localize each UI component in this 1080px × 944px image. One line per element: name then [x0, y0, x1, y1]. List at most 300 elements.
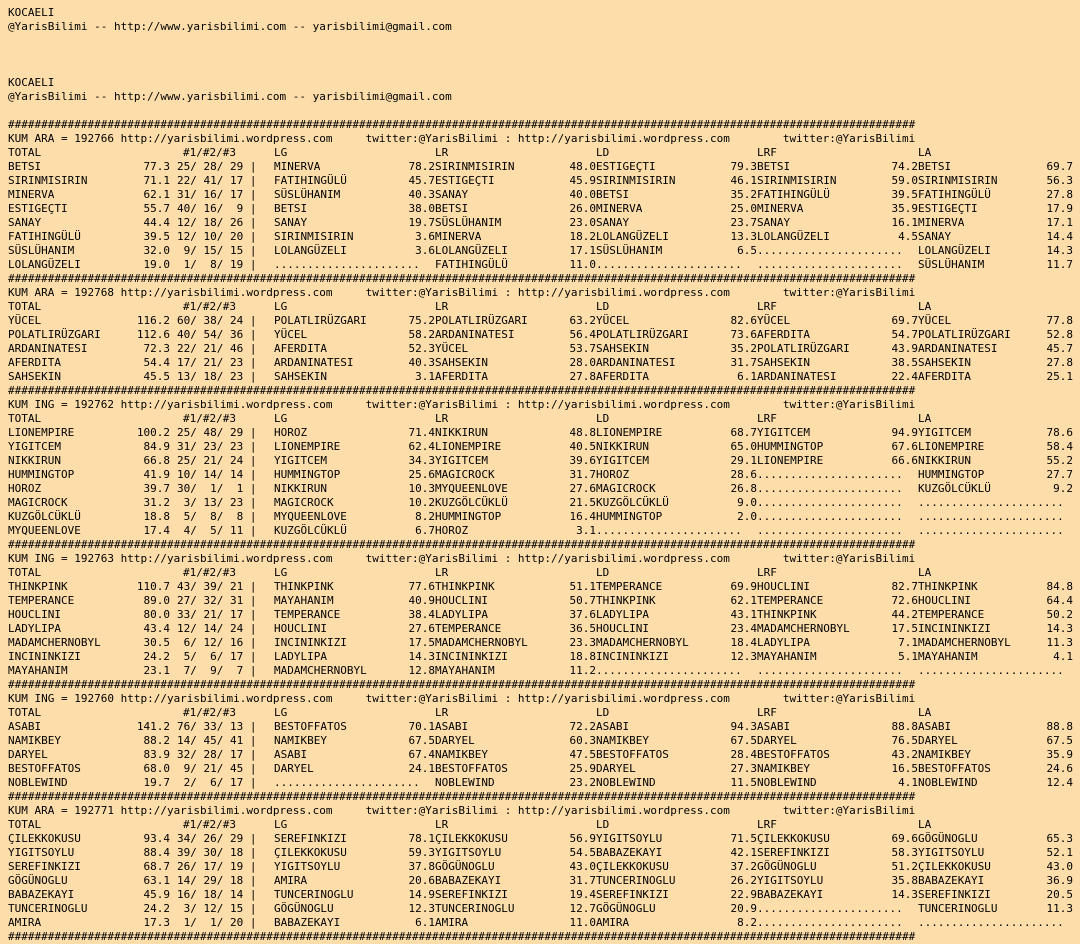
lrf-horse: GÖGÜNOGLU — [757, 860, 817, 873]
place-counts: 14/ 45/ 41 | — [177, 734, 257, 747]
lg-score: 25.6 — [408, 468, 435, 481]
ld-horse: SANAY — [596, 216, 630, 229]
ld-score: 35.2 — [730, 342, 757, 355]
place-counts: 5/ 8/ 8 | — [177, 510, 257, 523]
lg-score: 71.4 — [408, 426, 435, 439]
lg-score: 45.7 — [408, 174, 435, 187]
lrf-empty: ...................... — [757, 496, 903, 509]
lr-horse: AFERDITA — [435, 370, 488, 383]
header-ld: LD — [596, 818, 610, 831]
horse-name: SANAY — [8, 216, 42, 229]
lrf-horse: DARYEL — [757, 734, 797, 747]
lrf-score: 39.5 — [891, 188, 918, 201]
total-score: 45.5 — [143, 370, 170, 383]
total-score: 62.1 — [143, 188, 170, 201]
horse-name: TUNCERINOGLU — [8, 902, 88, 915]
ld-empty: ...................... — [596, 258, 742, 271]
la-horse: THINKPINK — [918, 580, 978, 593]
lr-score: 40.5 — [569, 440, 596, 453]
lrf-horse: THINKPINK — [757, 608, 817, 621]
header-lr: LR — [435, 146, 449, 159]
total-score: 100.2 — [136, 426, 170, 439]
lr-score: 23.0 — [569, 216, 596, 229]
lg-horse: YIGITSOYLU — [274, 860, 341, 873]
ld-horse: TEMPERANCE — [596, 580, 663, 593]
table-row — [8, 454, 1080, 468]
total-score: 41.9 — [143, 468, 170, 481]
table-row — [8, 902, 1080, 916]
horse-name: HUMMINGTOP — [8, 468, 75, 481]
lr-horse: MYQUEENLOVE — [435, 482, 508, 495]
header-places: #1/#2/#3 — [183, 818, 236, 831]
ld-score: 11.5 — [730, 776, 757, 789]
lrf-horse: LOLANGÜZELI — [757, 230, 830, 243]
column-header-row — [8, 818, 1080, 832]
header-la: LA — [918, 706, 932, 719]
lg-horse: BETSI — [274, 202, 308, 215]
total-score: 45.9 — [143, 888, 170, 901]
lrf-empty: ...................... — [757, 902, 903, 915]
la-horse: YIGITCEM — [918, 426, 971, 439]
lg-horse: NAMIKBEY — [274, 734, 327, 747]
la-score: 52.8 — [1046, 328, 1073, 341]
lg-score: 17.5 — [408, 636, 435, 649]
lrf-horse: YIGITCEM — [757, 426, 810, 439]
lrf-empty: ...................... — [757, 244, 903, 257]
ld-horse: YIGITCEM — [596, 454, 649, 467]
race-block — [8, 538, 1080, 678]
lrf-horse: MINERVA — [757, 202, 804, 215]
table-row — [8, 622, 1080, 636]
race-block — [8, 384, 1080, 538]
place-counts: 22/ 41/ 17 | — [177, 174, 257, 187]
horse-name: BABAZEKAYI — [8, 888, 75, 901]
place-counts: 30/ 1/ 1 | — [177, 482, 257, 495]
lrf-score: 22.4 — [891, 370, 918, 383]
horse-name: NIKKIRUN — [8, 454, 61, 467]
la-score: 17.9 — [1046, 202, 1073, 215]
header-la: LA — [918, 818, 932, 831]
lrf-horse: LADYLIPA — [757, 636, 810, 649]
lr-score: 21.5 — [569, 496, 596, 509]
lr-score: 11.2 — [569, 664, 596, 677]
la-horse: AFERDITA — [918, 370, 971, 383]
lr-score: 63.2 — [569, 314, 596, 327]
lr-score: 23.3 — [569, 636, 596, 649]
race-list — [8, 118, 1080, 930]
total-score: 55.7 — [143, 202, 170, 215]
place-counts: 10/ 14/ 14 | — [177, 468, 257, 481]
ld-horse: YIGITSOYLU — [596, 832, 663, 845]
lr-horse: YIGITCEM — [435, 454, 488, 467]
horse-name: YÜCEL — [8, 314, 42, 327]
horse-name: THINKPINK — [8, 580, 68, 593]
contact-line: @YarisBilimi -- http://www.yarisbilimi.com -- yarisbilimi@gmail.com — [8, 90, 452, 103]
horse-name: BESTOFFATOS — [8, 762, 81, 775]
lg-score: 62.4 — [408, 440, 435, 453]
lg-score: 27.6 — [408, 622, 435, 635]
lr-horse: NOBLEWIND — [435, 776, 495, 789]
header-lg: LG — [274, 412, 288, 425]
total-score: 93.4 — [143, 832, 170, 845]
lg-score: 67.4 — [408, 748, 435, 761]
table-row — [8, 468, 1080, 482]
la-score: 11.3 — [1046, 636, 1073, 649]
race-block — [8, 678, 1080, 790]
lg-horse: TEMPERANCE — [274, 608, 341, 621]
lr-horse: HUMMINGTOP — [435, 510, 502, 523]
lg-horse: HOUCLINI — [274, 622, 327, 635]
place-counts: 43/ 39/ 21 | — [177, 580, 257, 593]
la-horse: MAYAHANIM — [918, 650, 978, 663]
table-row — [8, 734, 1080, 748]
separator-line: ######################################################################################################################################### — [8, 930, 916, 943]
lr-score: 17.1 — [569, 244, 596, 257]
horse-name: GÖGÜNOGLU — [8, 874, 68, 887]
lrf-score: 69.7 — [891, 314, 918, 327]
table-row — [8, 650, 1080, 664]
lrf-horse: NAMIKBEY — [757, 762, 810, 775]
header-la: LA — [918, 412, 932, 425]
ld-horse: HOROZ — [596, 468, 630, 481]
table-row — [8, 860, 1080, 874]
lr-score: 16.4 — [569, 510, 596, 523]
total-score: 141.2 — [136, 720, 170, 733]
la-horse: HUMMINGTOP — [918, 468, 985, 481]
lg-horse: HUMMINGTOP — [274, 468, 341, 481]
ld-score: 8.2 — [737, 916, 757, 929]
ld-score: 62.1 — [730, 594, 757, 607]
lrf-score: 5.1 — [898, 650, 918, 663]
horse-name: SÜSLÜHANIM — [8, 244, 75, 257]
ld-horse: ASABI — [596, 720, 630, 733]
race-info: KUM ING = 192760 http://yarisbilimi.wordpress.com twitter:@YarisBilimi : http://yarisbilimi.wordpress.com twitter:@YarisBilimi — [8, 692, 916, 705]
ld-score: 71.5 — [730, 832, 757, 845]
lr-horse: FATIHINGÜLÜ — [435, 258, 508, 271]
lr-score: 56.9 — [569, 832, 596, 845]
lr-horse: ESTIGEÇTI — [435, 174, 495, 187]
race-info-line — [8, 286, 1080, 300]
lr-score: 28.0 — [569, 356, 596, 369]
lrf-score: 35.9 — [891, 202, 918, 215]
ld-horse: LOLANGÜZELI — [596, 230, 669, 243]
header-la: LA — [918, 300, 932, 313]
lr-score: 31.7 — [569, 468, 596, 481]
la-horse: SEREFINKIZI — [918, 888, 991, 901]
lrf-score: 7.1 — [898, 636, 918, 649]
ld-horse: SIRINMISIRIN — [596, 174, 676, 187]
place-counts: 5/ 6/ 17 | — [177, 650, 257, 663]
header-places: #1/#2/#3 — [183, 706, 236, 719]
header-total: TOTAL — [8, 818, 42, 831]
header-ld: LD — [596, 566, 610, 579]
la-horse: YÜCEL — [918, 314, 952, 327]
ld-horse: LADYLIPA — [596, 608, 649, 621]
lg-horse: BESTOFFATOS — [274, 720, 347, 733]
la-score: 14.3 — [1046, 244, 1073, 257]
lg-score: 24.1 — [408, 762, 435, 775]
la-horse: KUZGÖLCÜKLÜ — [918, 482, 991, 495]
lr-horse: LOLANGÜZELI — [435, 244, 508, 257]
lrf-score: 4.1 — [898, 776, 918, 789]
lg-score: 3.1 — [415, 370, 435, 383]
lr-score: 48.0 — [569, 160, 596, 173]
la-horse: MADAMCHERNOBYL — [918, 636, 1011, 649]
la-horse: FATIHINGÜLÜ — [918, 188, 991, 201]
header-la: LA — [918, 566, 932, 579]
header-lr: LR — [435, 300, 449, 313]
horse-name: HOUCLINI — [8, 608, 61, 621]
lg-horse: MAYAHANIM — [274, 594, 334, 607]
total-score: 88.2 — [143, 734, 170, 747]
lr-horse: MAGICROCK — [435, 468, 495, 481]
horse-name: FATIHINGÜLÜ — [8, 230, 81, 243]
lg-horse: FATIHINGÜLÜ — [274, 174, 347, 187]
la-horse: LOLANGÜZELI — [918, 244, 991, 257]
lg-score: 20.6 — [408, 874, 435, 887]
ld-score: 26.2 — [730, 874, 757, 887]
ld-horse: NOBLEWIND — [596, 776, 656, 789]
la-score: 24.6 — [1046, 762, 1073, 775]
ld-score: 69.9 — [730, 580, 757, 593]
total-score: 83.9 — [143, 748, 170, 761]
la-score: 56.3 — [1046, 174, 1073, 187]
lr-score: 18.8 — [569, 650, 596, 663]
place-counts: 31/ 23/ 23 | — [177, 440, 257, 453]
lr-horse: BABAZEKAYI — [435, 874, 502, 887]
header-ld: LD — [596, 706, 610, 719]
lr-score: 26.0 — [569, 202, 596, 215]
total-score: 63.1 — [143, 874, 170, 887]
lrf-horse: TEMPERANCE — [757, 594, 824, 607]
lrf-horse: YÜCEL — [757, 314, 791, 327]
lrf-empty: ...................... — [757, 468, 903, 481]
place-counts: 3/ 12/ 15 | — [177, 902, 257, 915]
la-score: 45.7 — [1046, 342, 1073, 355]
lrf-empty: ...................... — [757, 258, 903, 271]
place-counts: 9/ 21/ 45 | — [177, 762, 257, 775]
lr-horse: BETSI — [435, 202, 469, 215]
lrf-horse: MAYAHANIM — [757, 650, 817, 663]
lg-horse: SEREFINKIZI — [274, 832, 347, 845]
lg-horse: SANAY — [274, 216, 308, 229]
la-horse: SAHSEKIN — [918, 356, 971, 369]
table-row — [8, 244, 1080, 258]
horse-name: MYQUEENLOVE — [8, 524, 81, 537]
la-score: 77.8 — [1046, 314, 1073, 327]
la-score: 36.9 — [1046, 874, 1073, 887]
horse-name: POLATLIRÜZGARI — [8, 328, 101, 341]
place-counts: 17/ 21/ 23 | — [177, 356, 257, 369]
la-score: 88.8 — [1046, 720, 1073, 733]
ld-horse: ESTIGEÇTI — [596, 160, 656, 173]
la-score: 52.1 — [1046, 846, 1073, 859]
ld-horse: SÜSLÜHANIM — [596, 244, 663, 257]
total-score: 17.4 — [143, 524, 170, 537]
la-score: 50.2 — [1046, 608, 1073, 621]
place-counts: 1/ 1/ 20 | — [177, 916, 257, 929]
lrf-score: 4.5 — [898, 230, 918, 243]
ld-horse: AFERDITA — [596, 370, 649, 383]
header-total: TOTAL — [8, 146, 42, 159]
header-places: #1/#2/#3 — [183, 412, 236, 425]
la-horse: ÇILEKKOKUSU — [918, 860, 991, 873]
table-row — [8, 258, 1080, 272]
lr-score: 27.6 — [569, 482, 596, 495]
place-counts: 16/ 18/ 14 | — [177, 888, 257, 901]
lg-score: 6.1 — [415, 916, 435, 929]
lrf-score: 67.6 — [891, 440, 918, 453]
header-lrf: LRF — [757, 566, 777, 579]
lr-score: 72.2 — [569, 720, 596, 733]
table-row — [8, 748, 1080, 762]
horse-name: AFERDITA — [8, 356, 61, 369]
lg-horse: GÖGÜNOGLU — [274, 902, 334, 915]
ld-score: 37.2 — [730, 860, 757, 873]
header-total: TOTAL — [8, 706, 42, 719]
lrf-score: 43.2 — [891, 748, 918, 761]
lg-horse: INCININKIZI — [274, 636, 347, 649]
header-lrf: LRF — [757, 706, 777, 719]
header-ld: LD — [596, 300, 610, 313]
la-score: 9.2 — [1053, 482, 1073, 495]
horse-name: KUZGÖLCÜKLÜ — [8, 510, 81, 523]
race-info: KUM ARA = 192768 http://yarisbilimi.wordpress.com twitter:@YarisBilimi : http://yarisbilimi.wordpress.com twitter:@YarisBilimi — [8, 286, 916, 299]
total-score: 72.3 — [143, 342, 170, 355]
lg-score: 19.7 — [408, 216, 435, 229]
total-score: 43.4 — [143, 622, 170, 635]
ld-horse: NAMIKBEY — [596, 734, 649, 747]
lr-score: 54.5 — [569, 846, 596, 859]
place-counts: 6/ 12/ 16 | — [177, 636, 257, 649]
table-row — [8, 314, 1080, 328]
table-row — [8, 342, 1080, 356]
ld-score: 73.6 — [730, 328, 757, 341]
place-counts: 31/ 16/ 17 | — [177, 188, 257, 201]
la-horse: DARYEL — [918, 734, 958, 747]
lrf-score: 17.5 — [891, 622, 918, 635]
total-score: 44.4 — [143, 216, 170, 229]
race-info: KUM ARA = 192771 http://yarisbilimi.wordpress.com twitter:@YarisBilimi : http://yarisbilimi.wordpress.com twitter:@YarisBilimi — [8, 804, 916, 817]
ld-horse: DARYEL — [596, 762, 636, 775]
ld-score: 43.1 — [730, 608, 757, 621]
horse-name: MINERVA — [8, 188, 55, 201]
lrf-horse: SEREFINKIZI — [757, 846, 830, 859]
la-horse: GÖGÜNOGLU — [918, 832, 978, 845]
lg-horse: YIGITCEM — [274, 454, 327, 467]
ld-horse: LIONEMPIRE — [596, 426, 663, 439]
lrf-empty: ...................... — [757, 482, 903, 495]
horse-name: LOLANGÜZELI — [8, 258, 81, 271]
lrf-score: 82.7 — [891, 580, 918, 593]
lr-horse: NIKKIRUN — [435, 426, 488, 439]
horse-name: MAGICROCK — [8, 496, 68, 509]
header-lrf: LRF — [757, 300, 777, 313]
lg-score: 40.3 — [408, 356, 435, 369]
lr-score: 18.2 — [569, 230, 596, 243]
total-score: 116.2 — [136, 314, 170, 327]
header-lr: LR — [435, 818, 449, 831]
place-counts: 33/ 21/ 17 | — [177, 608, 257, 621]
horse-name: SEREFINKIZI — [8, 860, 81, 873]
header-lr: LR — [435, 706, 449, 719]
ld-horse: INCININKIZI — [596, 650, 669, 663]
lrf-empty: ...................... — [757, 664, 903, 677]
lg-score: 6.7 — [415, 524, 435, 537]
ld-horse: POLATLIRÜZGARI — [596, 328, 689, 341]
total-score: 68.7 — [143, 860, 170, 873]
lg-horse: THINKPINK — [274, 580, 334, 593]
lrf-horse: POLATLIRÜZGARI — [757, 342, 850, 355]
la-score: 27.7 — [1046, 468, 1073, 481]
lrf-horse: NOBLEWIND — [757, 776, 817, 789]
horse-name: LIONEMPIRE — [8, 426, 75, 439]
place-counts: 34/ 26/ 29 | — [177, 832, 257, 845]
place-counts: 9/ 15/ 15 | — [177, 244, 257, 257]
horse-name: INCININKIZI — [8, 650, 81, 663]
header-total: TOTAL — [8, 300, 42, 313]
la-score: 58.4 — [1046, 440, 1073, 453]
race-info-line — [8, 398, 1080, 412]
lrf-score: 88.8 — [891, 720, 918, 733]
lrf-horse: BESTOFFATOS — [757, 748, 830, 761]
race-block — [8, 272, 1080, 384]
separator-line: ######################################################################################################################################### — [8, 384, 916, 397]
ld-horse: AMIRA — [596, 916, 630, 929]
ld-horse: SEREFINKIZI — [596, 888, 669, 901]
race-info: KUM ING = 192762 http://yarisbilimi.wordpress.com twitter:@YarisBilimi : http://yarisbilimi.wordpress.com twitter:@YarisBilimi — [8, 398, 916, 411]
lr-score: 12.7 — [569, 902, 596, 915]
lr-score: 11.0 — [569, 258, 596, 271]
table-row — [8, 328, 1080, 342]
lrf-score: 74.2 — [891, 160, 918, 173]
la-score: 64.4 — [1046, 594, 1073, 607]
la-score: 4.1 — [1053, 650, 1073, 663]
la-horse: ASABI — [918, 720, 952, 733]
lr-score: 37.6 — [569, 608, 596, 621]
ld-horse: HUMMINGTOP — [596, 510, 663, 523]
horse-name: MADAMCHERNOBYL — [8, 636, 101, 649]
total-score: 39.7 — [143, 482, 170, 495]
lr-horse: INCININKIZI — [435, 650, 508, 663]
lr-horse: HOROZ — [435, 524, 469, 537]
place-counts: 3/ 13/ 23 | — [177, 496, 257, 509]
lr-score: 39.6 — [569, 454, 596, 467]
lr-horse: SÜSLÜHANIM — [435, 216, 502, 229]
ld-horse: SAHSEKIN — [596, 342, 649, 355]
header-ld: LD — [596, 146, 610, 159]
lg-horse: SAHSEKIN — [274, 370, 327, 383]
lg-score: 52.3 — [408, 342, 435, 355]
lg-horse: LOLANGÜZELI — [274, 244, 347, 257]
ld-score: 25.0 — [730, 202, 757, 215]
la-horse: TUNCERINOGLU — [918, 902, 998, 915]
horse-name: NOBLEWIND — [8, 776, 68, 789]
lr-horse: TUNCERINOGLU — [435, 902, 515, 915]
lg-horse: AFERDITA — [274, 342, 327, 355]
la-score: 84.8 — [1046, 580, 1073, 593]
la-score: 11.3 — [1046, 902, 1073, 915]
place-counts: 76/ 33/ 13 | — [177, 720, 257, 733]
lr-horse: TEMPERANCE — [435, 622, 502, 635]
la-score: 55.2 — [1046, 454, 1073, 467]
lr-horse: MINERVA — [435, 230, 482, 243]
lrf-score: 16.5 — [891, 762, 918, 775]
lrf-score: 59.0 — [891, 174, 918, 187]
la-score: 14.4 — [1046, 230, 1073, 243]
table-row — [8, 482, 1080, 496]
lr-horse: NAMIKBEY — [435, 748, 488, 761]
